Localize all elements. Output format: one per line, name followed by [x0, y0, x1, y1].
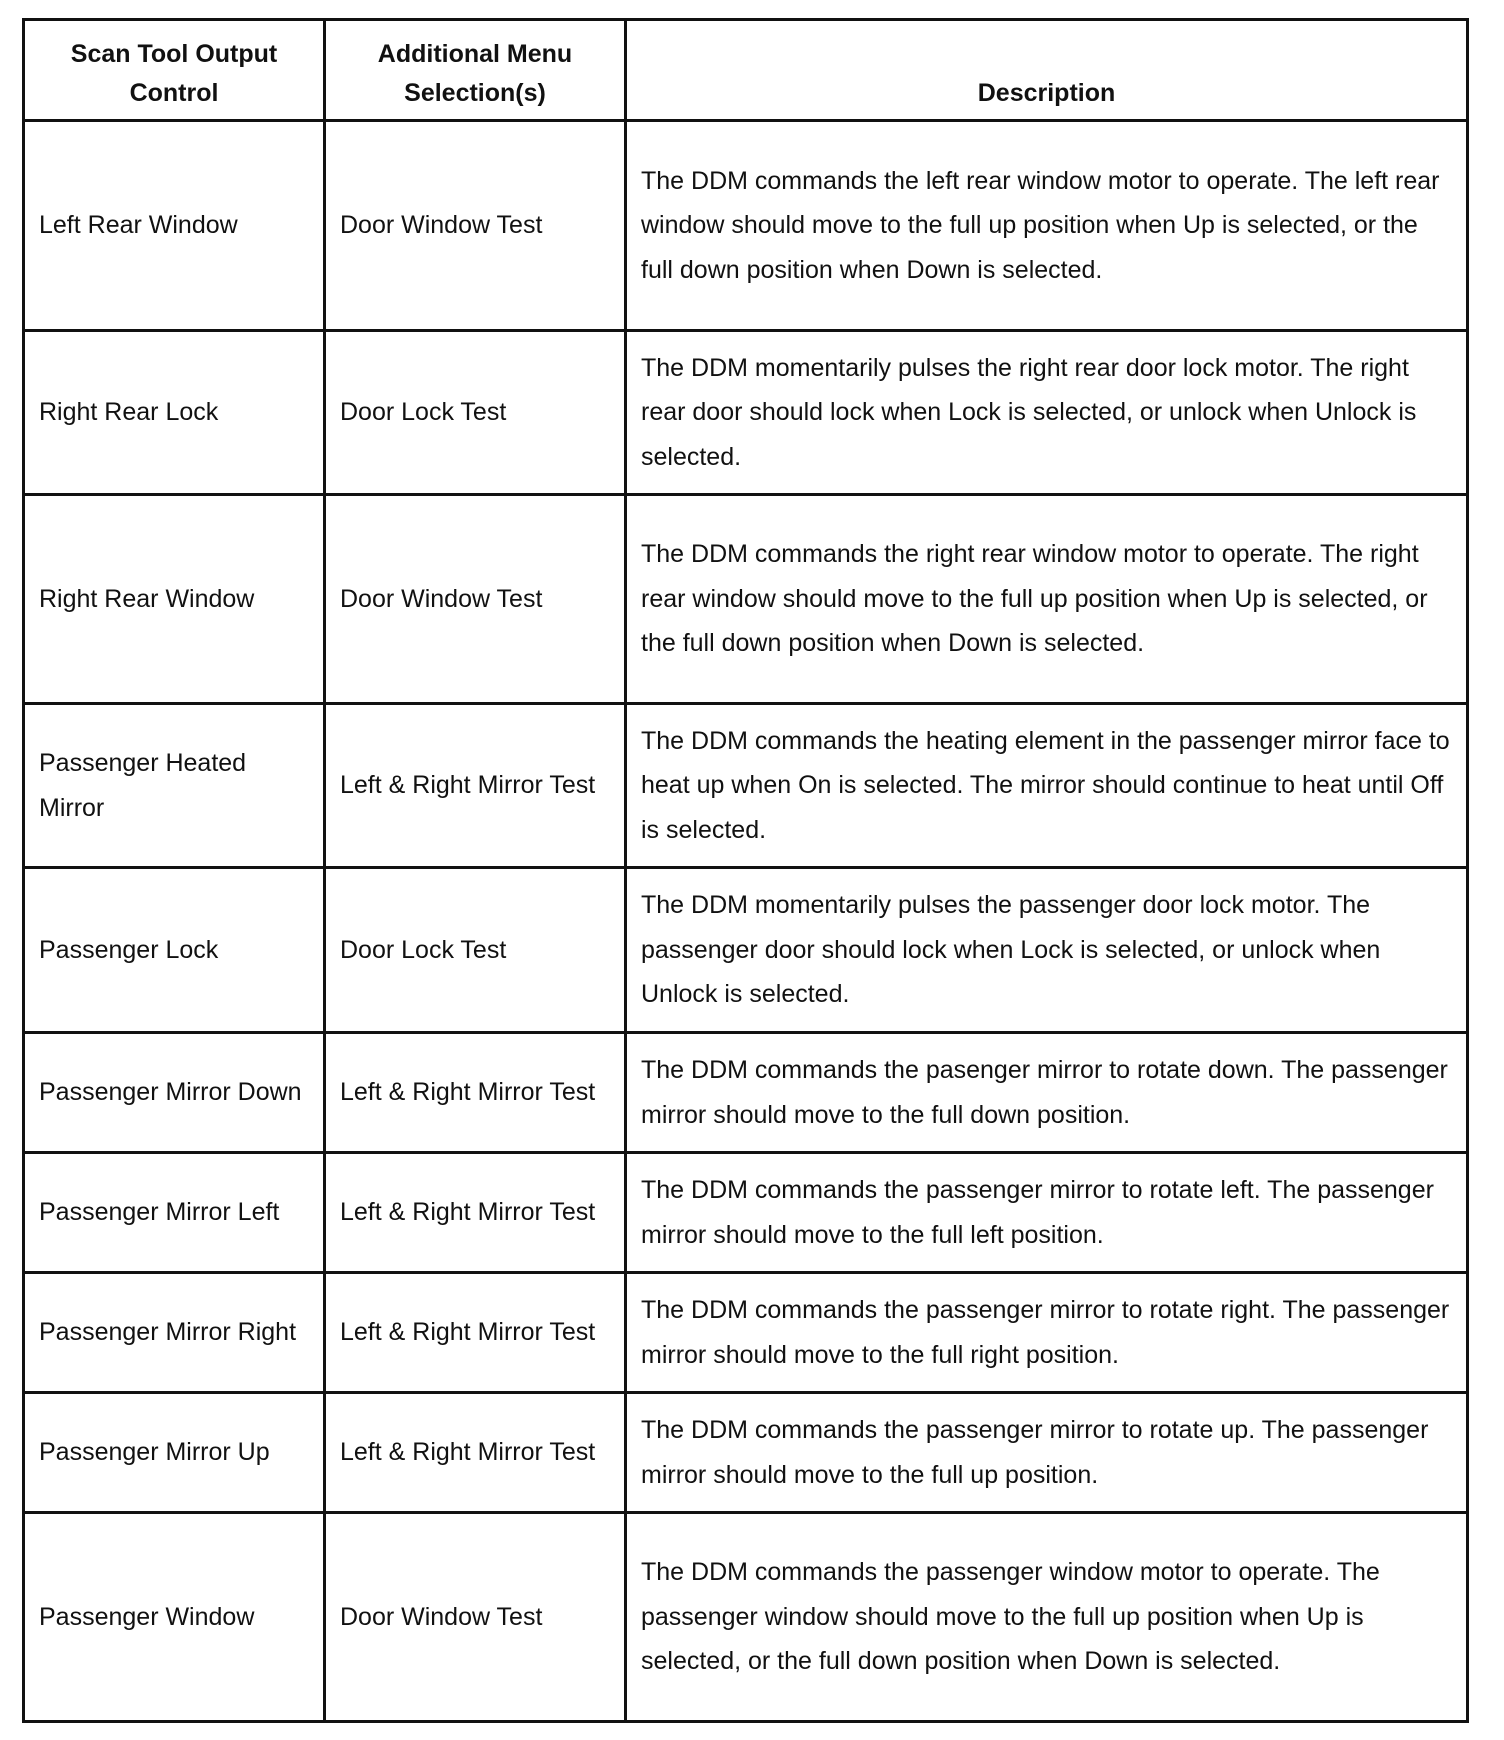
cell-menu-selection: Left & Right Mirror Test [325, 1033, 626, 1153]
table-row [24, 1153, 1468, 1273]
cell-menu-selection: Door Window Test [325, 1513, 626, 1722]
table-row [24, 121, 1468, 331]
table-row [24, 868, 1468, 1033]
cell-description: The DDM commands the passenger mirror to rotate up. The passenger mirror should move to the full up position. [626, 1393, 1468, 1513]
cell-control: Right Rear Lock [24, 331, 325, 495]
header-scan-tool-output-control: Scan Tool Output Control [24, 20, 325, 121]
cell-menu-selection: Left & Right Mirror Test [325, 704, 626, 868]
cell-control: Passenger Lock [24, 868, 325, 1033]
cell-description: The DDM commands the passenger mirror to rotate left. The passenger mirror should move to the full left position. [626, 1153, 1468, 1273]
header-row [24, 20, 1468, 121]
cell-control: Passenger Mirror Down [24, 1033, 325, 1153]
cell-description: The DDM commands the passenger window motor to operate. The passenger window should move to the full up position when Up is selected, or the full down position when Down is selected. [626, 1513, 1468, 1722]
table-row [24, 704, 1468, 868]
cell-description: The DDM commands the pasenger mirror to rotate down. The passenger mirror should move to the full down position. [626, 1033, 1468, 1153]
cell-menu-selection: Left & Right Mirror Test [325, 1273, 626, 1393]
cell-control: Passenger Mirror Right [24, 1273, 325, 1393]
table-row [24, 1033, 1468, 1153]
cell-control: Passenger Mirror Left [24, 1153, 325, 1273]
header-description: Description [626, 20, 1468, 121]
table-row [24, 331, 1468, 495]
table-row [24, 1513, 1468, 1722]
header-additional-menu-selections: Additional Menu Selection(s) [325, 20, 626, 121]
table-row [24, 1273, 1468, 1393]
cell-menu-selection: Door Window Test [325, 121, 626, 331]
table-row [24, 1393, 1468, 1513]
cell-menu-selection: Door Window Test [325, 495, 626, 704]
cell-control: Left Rear Window [24, 121, 325, 331]
table-row [24, 495, 1468, 704]
cell-description: The DDM commands the passenger mirror to rotate right. The passenger mirror should move to the full right position. [626, 1273, 1468, 1393]
cell-description: The DDM commands the right rear window motor to operate. The right rear window should move to the full up position when Up is selected, or the full down position when Down is selected. [626, 495, 1468, 704]
table-header [24, 20, 1468, 121]
cell-description: The DDM momentarily pulses the right rear door lock motor. The right rear door should lock when Lock is selected, or unlock when Unlock is selected. [626, 331, 1468, 495]
cell-description: The DDM commands the left rear window motor to operate. The left rear window should move to the full up position when Up is selected, or the full down position when Down is selected. [626, 121, 1468, 331]
output-control-table-container [22, 18, 1466, 1723]
cell-description: The DDM commands the heating element in the passenger mirror face to heat up when On is selected. The mirror should continue to heat until Off is selected. [626, 704, 1468, 868]
cell-menu-selection: Door Lock Test [325, 331, 626, 495]
cell-control: Passenger Mirror Up [24, 1393, 325, 1513]
cell-menu-selection: Door Lock Test [325, 868, 626, 1033]
cell-control: Passenger Heated Mirror [24, 704, 325, 868]
output-control-table [22, 18, 1469, 1723]
cell-control: Right Rear Window [24, 495, 325, 704]
table-body [24, 121, 1468, 1722]
cell-menu-selection: Left & Right Mirror Test [325, 1153, 626, 1273]
cell-description: The DDM momentarily pulses the passenger door lock motor. The passenger door should lock when Lock is selected, or unlock when Unlock is selected. [626, 868, 1468, 1033]
cell-control: Passenger Window [24, 1513, 325, 1722]
cell-menu-selection: Left & Right Mirror Test [325, 1393, 626, 1513]
